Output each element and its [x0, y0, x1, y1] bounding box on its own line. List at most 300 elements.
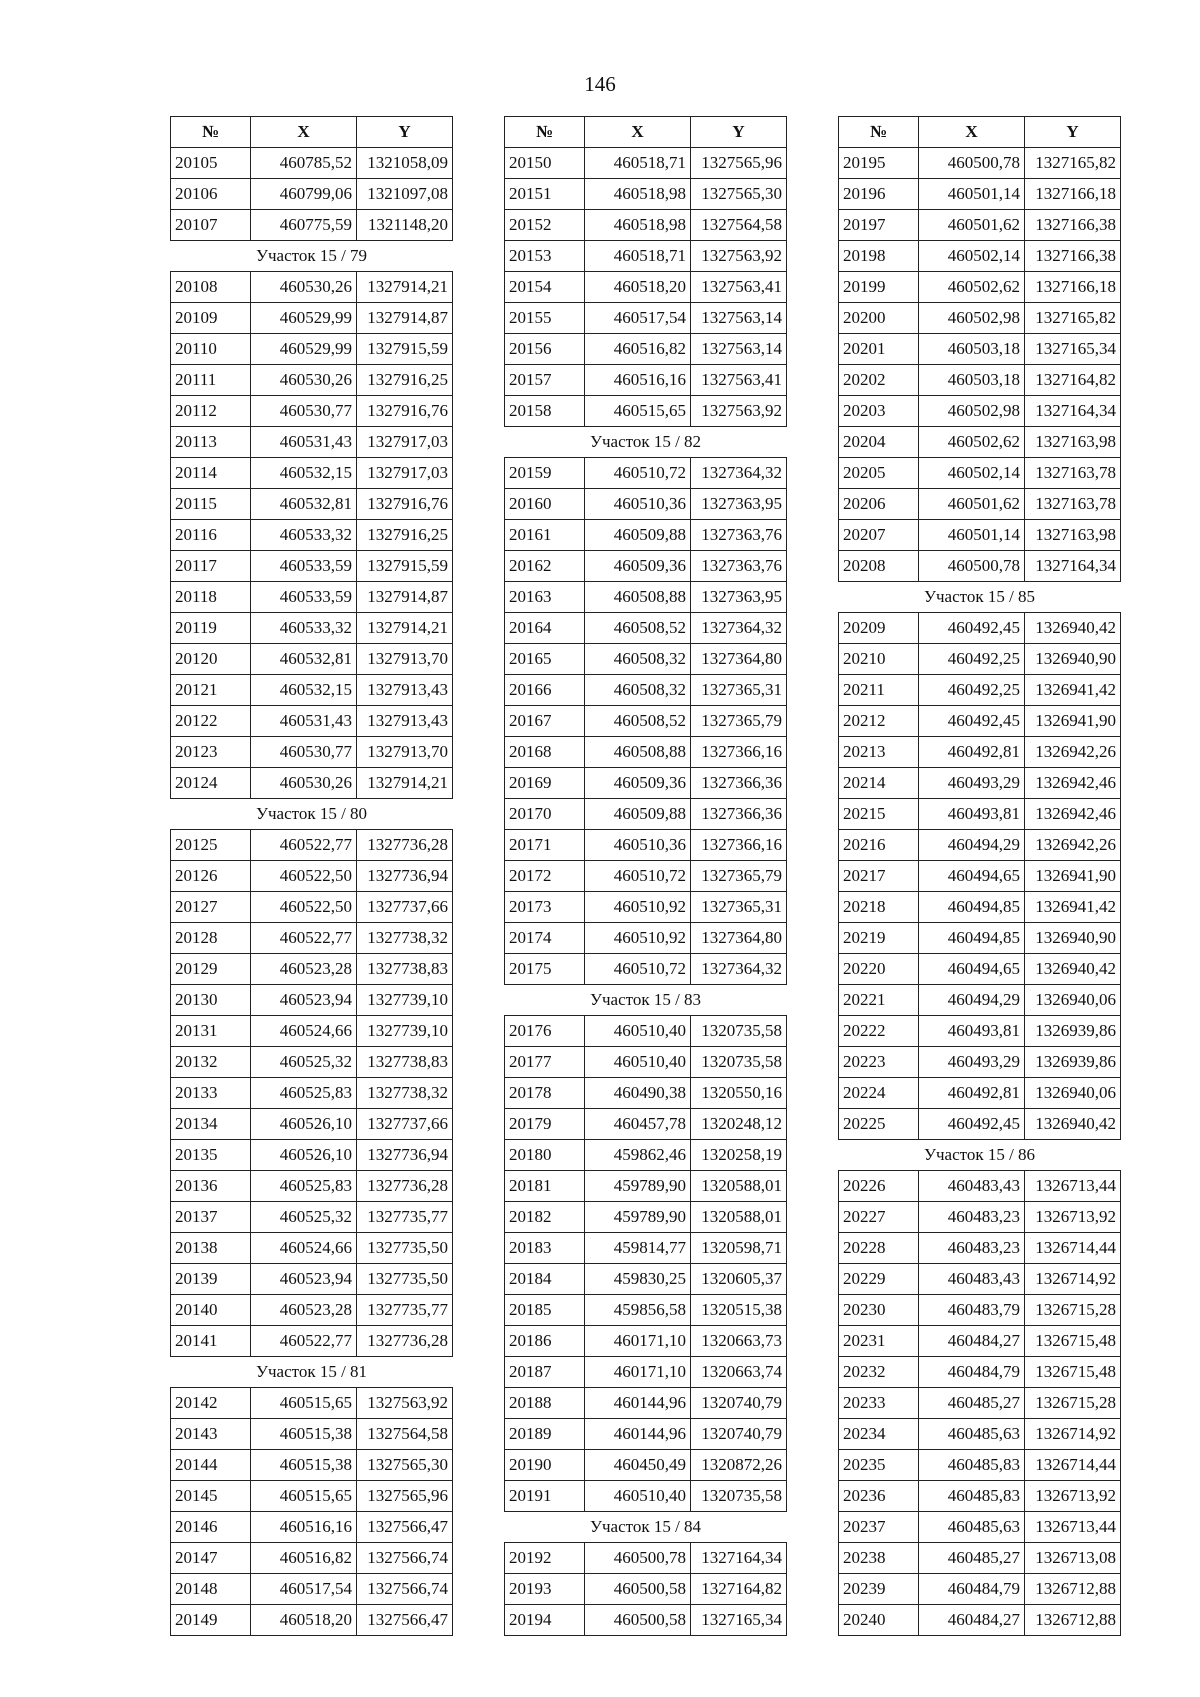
point-number-cell: 20132 [171, 1047, 251, 1078]
table-row [171, 582, 453, 613]
y-coordinate-cell: 1326940,42 [1025, 954, 1121, 985]
point-number-cell: 20114 [171, 458, 251, 489]
x-coordinate-cell: 460522,77 [251, 923, 357, 954]
y-coordinate-cell: 1327736,28 [357, 1171, 453, 1202]
x-coordinate-cell: 460517,54 [585, 303, 691, 334]
x-coordinate-cell: 460525,83 [251, 1171, 357, 1202]
y-coordinate-cell: 1320588,01 [691, 1202, 787, 1233]
point-number-cell: 20150 [505, 148, 585, 179]
table-row [839, 1016, 1121, 1047]
point-number-cell: 20240 [839, 1605, 919, 1636]
x-coordinate-cell: 460483,79 [919, 1295, 1025, 1326]
x-coordinate-cell: 460529,99 [251, 334, 357, 365]
x-coordinate-cell: 460485,63 [919, 1419, 1025, 1450]
x-coordinate-cell: 460525,32 [251, 1047, 357, 1078]
y-coordinate-cell: 1326940,06 [1025, 985, 1121, 1016]
point-number-cell: 20183 [505, 1233, 585, 1264]
x-coordinate-cell: 460484,79 [919, 1357, 1025, 1388]
x-coordinate-cell: 459814,77 [585, 1233, 691, 1264]
y-coordinate-cell: 1327566,47 [357, 1512, 453, 1543]
table-row [839, 520, 1121, 551]
point-number-cell: 20148 [171, 1574, 251, 1605]
point-number-cell: 20207 [839, 520, 919, 551]
x-coordinate-cell: 460516,82 [251, 1543, 357, 1574]
point-number-cell: 20179 [505, 1109, 585, 1140]
section-title: Участок 15 / 83 [505, 985, 787, 1016]
point-number-cell: 20142 [171, 1388, 251, 1419]
table-row [505, 1233, 787, 1264]
y-coordinate-cell: 1327166,18 [1025, 272, 1121, 303]
point-number-cell: 20181 [505, 1171, 585, 1202]
y-coordinate-cell: 1327735,50 [357, 1264, 453, 1295]
point-number-cell: 20194 [505, 1605, 585, 1636]
table-row [171, 1078, 453, 1109]
y-coordinate-cell: 1320735,58 [691, 1481, 787, 1512]
table-row [505, 923, 787, 954]
table-row [505, 1078, 787, 1109]
x-coordinate-cell: 460533,32 [251, 613, 357, 644]
x-coordinate-cell: 460518,98 [585, 179, 691, 210]
table-row [505, 334, 787, 365]
y-coordinate-cell: 1327913,70 [357, 644, 453, 675]
point-number-cell: 20214 [839, 768, 919, 799]
table-row [505, 613, 787, 644]
point-number-cell: 20191 [505, 1481, 585, 1512]
point-number-cell: 20210 [839, 644, 919, 675]
x-coordinate-cell: 460508,52 [585, 706, 691, 737]
table-row [171, 985, 453, 1016]
point-number-cell: 20141 [171, 1326, 251, 1357]
point-number-cell: 20134 [171, 1109, 251, 1140]
x-coordinate-cell: 460492,25 [919, 644, 1025, 675]
y-coordinate-cell: 1320515,38 [691, 1295, 787, 1326]
point-number-cell: 20235 [839, 1450, 919, 1481]
point-number-cell: 20140 [171, 1295, 251, 1326]
y-coordinate-cell: 1320872,26 [691, 1450, 787, 1481]
table-row [171, 303, 453, 334]
header-number: № [839, 117, 919, 148]
x-coordinate-cell: 460483,43 [919, 1171, 1025, 1202]
x-coordinate-cell: 460515,65 [585, 396, 691, 427]
table-row [171, 1543, 453, 1574]
y-coordinate-cell: 1326714,92 [1025, 1419, 1121, 1450]
y-coordinate-cell: 1326940,06 [1025, 1078, 1121, 1109]
table-row [171, 1264, 453, 1295]
table-row [839, 148, 1121, 179]
header-y: Y [357, 117, 453, 148]
section-title: Участок 15 / 80 [171, 799, 453, 830]
header-number: № [505, 117, 585, 148]
point-number-cell: 20147 [171, 1543, 251, 1574]
y-coordinate-cell: 1327364,80 [691, 644, 787, 675]
table-row [505, 1264, 787, 1295]
point-number-cell: 20160 [505, 489, 585, 520]
table-row [839, 1171, 1121, 1202]
point-number-cell: 20227 [839, 1202, 919, 1233]
point-number-cell: 20167 [505, 706, 585, 737]
x-coordinate-cell: 460492,25 [919, 675, 1025, 706]
y-coordinate-cell: 1327914,87 [357, 303, 453, 334]
x-coordinate-cell: 460492,45 [919, 1109, 1025, 1140]
y-coordinate-cell: 1327564,58 [357, 1419, 453, 1450]
y-coordinate-cell: 1320598,71 [691, 1233, 787, 1264]
header-x: X [585, 117, 691, 148]
table-row [171, 830, 453, 861]
table-row [839, 458, 1121, 489]
y-coordinate-cell: 1327163,98 [1025, 520, 1121, 551]
table-row [839, 1295, 1121, 1326]
y-coordinate-cell: 1327917,03 [357, 427, 453, 458]
y-coordinate-cell: 1327737,66 [357, 892, 453, 923]
point-number-cell: 20122 [171, 706, 251, 737]
y-coordinate-cell: 1327563,14 [691, 334, 787, 365]
x-coordinate-cell: 460522,77 [251, 1326, 357, 1357]
y-coordinate-cell: 1326942,46 [1025, 799, 1121, 830]
y-coordinate-cell: 1321148,20 [357, 210, 453, 241]
x-coordinate-cell: 460516,82 [585, 334, 691, 365]
section-title: Участок 15 / 81 [171, 1357, 453, 1388]
x-coordinate-cell: 460509,88 [585, 799, 691, 830]
table-row [839, 1419, 1121, 1450]
y-coordinate-cell: 1326714,44 [1025, 1233, 1121, 1264]
x-coordinate-cell: 460518,20 [251, 1605, 357, 1636]
table-row [839, 1543, 1121, 1574]
table-row [839, 1512, 1121, 1543]
y-coordinate-cell: 1327735,77 [357, 1295, 453, 1326]
point-number-cell: 20105 [171, 148, 251, 179]
table-row [839, 334, 1121, 365]
x-coordinate-cell: 460501,14 [919, 179, 1025, 210]
y-coordinate-cell: 1327363,95 [691, 489, 787, 520]
x-coordinate-cell: 460493,29 [919, 768, 1025, 799]
y-coordinate-cell: 1326939,86 [1025, 1047, 1121, 1078]
table-row [839, 706, 1121, 737]
table-row [839, 210, 1121, 241]
x-coordinate-cell: 460523,28 [251, 1295, 357, 1326]
x-coordinate-cell: 460483,23 [919, 1202, 1025, 1233]
section-row [171, 241, 453, 272]
table-row [839, 1233, 1121, 1264]
table-row [171, 892, 453, 923]
section-row [505, 1512, 787, 1543]
point-number-cell: 20209 [839, 613, 919, 644]
table-row [839, 551, 1121, 582]
point-number-cell: 20200 [839, 303, 919, 334]
x-coordinate-cell: 460509,88 [585, 520, 691, 551]
x-coordinate-cell: 460526,10 [251, 1109, 357, 1140]
coordinates-table-column-3 [838, 116, 1121, 1636]
x-coordinate-cell: 460500,78 [919, 148, 1025, 179]
table-row [505, 396, 787, 427]
table-row [171, 1295, 453, 1326]
table-row [171, 365, 453, 396]
table-row [505, 179, 787, 210]
point-number-cell: 20152 [505, 210, 585, 241]
table-row [505, 520, 787, 551]
x-coordinate-cell: 460533,32 [251, 520, 357, 551]
x-coordinate-cell: 460515,38 [251, 1450, 357, 1481]
point-number-cell: 20198 [839, 241, 919, 272]
point-number-cell: 20130 [171, 985, 251, 1016]
x-coordinate-cell: 460144,96 [585, 1388, 691, 1419]
table-row [505, 1605, 787, 1636]
table-row [505, 1326, 787, 1357]
table-row [839, 365, 1121, 396]
point-number-cell: 20237 [839, 1512, 919, 1543]
point-number-cell: 20149 [171, 1605, 251, 1636]
point-number-cell: 20218 [839, 892, 919, 923]
point-number-cell: 20117 [171, 551, 251, 582]
table-row [171, 148, 453, 179]
point-number-cell: 20190 [505, 1450, 585, 1481]
y-coordinate-cell: 1326941,90 [1025, 861, 1121, 892]
x-coordinate-cell: 460510,40 [585, 1481, 691, 1512]
point-number-cell: 20170 [505, 799, 585, 830]
y-coordinate-cell: 1320258,19 [691, 1140, 787, 1171]
point-number-cell: 20217 [839, 861, 919, 892]
table-row [505, 954, 787, 985]
x-coordinate-cell: 460518,71 [585, 148, 691, 179]
x-coordinate-cell: 460515,65 [251, 1388, 357, 1419]
table-row [839, 830, 1121, 861]
y-coordinate-cell: 1326714,92 [1025, 1264, 1121, 1295]
table-row [171, 675, 453, 706]
y-coordinate-cell: 1326712,88 [1025, 1574, 1121, 1605]
x-coordinate-cell: 460502,14 [919, 241, 1025, 272]
table-row [171, 1016, 453, 1047]
y-coordinate-cell: 1326715,48 [1025, 1357, 1121, 1388]
x-coordinate-cell: 459789,90 [585, 1171, 691, 1202]
table-header-row [505, 117, 787, 148]
y-coordinate-cell: 1320740,79 [691, 1388, 787, 1419]
point-number-cell: 20226 [839, 1171, 919, 1202]
y-coordinate-cell: 1327565,96 [357, 1481, 453, 1512]
point-number-cell: 20113 [171, 427, 251, 458]
x-coordinate-cell: 460530,26 [251, 272, 357, 303]
x-coordinate-cell: 460518,71 [585, 241, 691, 272]
table-row [839, 179, 1121, 210]
y-coordinate-cell: 1327363,76 [691, 520, 787, 551]
point-number-cell: 20171 [505, 830, 585, 861]
point-number-cell: 20111 [171, 365, 251, 396]
table-row [839, 954, 1121, 985]
y-coordinate-cell: 1326715,48 [1025, 1326, 1121, 1357]
y-coordinate-cell: 1321097,08 [357, 179, 453, 210]
table-row [839, 1078, 1121, 1109]
x-coordinate-cell: 460500,58 [585, 1605, 691, 1636]
x-coordinate-cell: 460502,62 [919, 272, 1025, 303]
y-coordinate-cell: 1327736,94 [357, 1140, 453, 1171]
table-row [839, 1202, 1121, 1233]
x-coordinate-cell: 460500,78 [919, 551, 1025, 582]
point-number-cell: 20231 [839, 1326, 919, 1357]
point-number-cell: 20131 [171, 1016, 251, 1047]
point-number-cell: 20108 [171, 272, 251, 303]
x-coordinate-cell: 460492,45 [919, 613, 1025, 644]
x-coordinate-cell: 460524,66 [251, 1233, 357, 1264]
table-row [505, 675, 787, 706]
y-coordinate-cell: 1327365,31 [691, 675, 787, 706]
table-row [505, 489, 787, 520]
y-coordinate-cell: 1327366,36 [691, 799, 787, 830]
x-coordinate-cell: 460517,54 [251, 1574, 357, 1605]
point-number-cell: 20146 [171, 1512, 251, 1543]
point-number-cell: 20208 [839, 551, 919, 582]
table-row [171, 520, 453, 551]
x-coordinate-cell: 460532,81 [251, 489, 357, 520]
point-number-cell: 20144 [171, 1450, 251, 1481]
point-number-cell: 20161 [505, 520, 585, 551]
point-number-cell: 20205 [839, 458, 919, 489]
table-row [839, 892, 1121, 923]
x-coordinate-cell: 460532,15 [251, 675, 357, 706]
table-row [839, 1388, 1121, 1419]
table-row [505, 1171, 787, 1202]
point-number-cell: 20230 [839, 1295, 919, 1326]
table-row [505, 1419, 787, 1450]
y-coordinate-cell: 1327164,82 [1025, 365, 1121, 396]
table-row [839, 799, 1121, 830]
table-row [505, 241, 787, 272]
table-row [839, 272, 1121, 303]
x-coordinate-cell: 460530,77 [251, 737, 357, 768]
point-number-cell: 20225 [839, 1109, 919, 1140]
table-row [839, 241, 1121, 272]
y-coordinate-cell: 1326715,28 [1025, 1388, 1121, 1419]
x-coordinate-cell: 460531,43 [251, 427, 357, 458]
x-coordinate-cell: 460485,83 [919, 1481, 1025, 1512]
point-number-cell: 20156 [505, 334, 585, 365]
x-coordinate-cell: 460502,14 [919, 458, 1025, 489]
coordinates-table-column-1 [170, 116, 453, 1636]
y-coordinate-cell: 1327364,32 [691, 458, 787, 489]
y-coordinate-cell: 1326713,08 [1025, 1543, 1121, 1574]
x-coordinate-cell: 460509,36 [585, 768, 691, 799]
point-number-cell: 20203 [839, 396, 919, 427]
x-coordinate-cell: 459830,25 [585, 1264, 691, 1295]
section-title: Участок 15 / 84 [505, 1512, 787, 1543]
table-row [505, 303, 787, 334]
x-coordinate-cell: 460493,81 [919, 799, 1025, 830]
table-row [171, 551, 453, 582]
table-header-row [171, 117, 453, 148]
y-coordinate-cell: 1320740,79 [691, 1419, 787, 1450]
point-number-cell: 20234 [839, 1419, 919, 1450]
y-coordinate-cell: 1327365,31 [691, 892, 787, 923]
point-number-cell: 20129 [171, 954, 251, 985]
x-coordinate-cell: 460503,18 [919, 365, 1025, 396]
point-number-cell: 20116 [171, 520, 251, 551]
point-number-cell: 20133 [171, 1078, 251, 1109]
table-row [171, 179, 453, 210]
x-coordinate-cell: 460510,92 [585, 923, 691, 954]
x-coordinate-cell: 460523,28 [251, 954, 357, 985]
y-coordinate-cell: 1327163,98 [1025, 427, 1121, 458]
x-coordinate-cell: 460484,79 [919, 1574, 1025, 1605]
section-title: Участок 15 / 85 [839, 582, 1121, 613]
page-number: 146 [584, 72, 616, 96]
y-coordinate-cell: 1327736,28 [357, 1326, 453, 1357]
table-row [171, 458, 453, 489]
table-row [505, 1388, 787, 1419]
y-coordinate-cell: 1327166,18 [1025, 179, 1121, 210]
table-row [505, 1047, 787, 1078]
point-number-cell: 20238 [839, 1543, 919, 1574]
table-row [839, 1326, 1121, 1357]
x-coordinate-cell: 460523,94 [251, 1264, 357, 1295]
y-coordinate-cell: 1327565,30 [691, 179, 787, 210]
table-row [505, 1109, 787, 1140]
table-row [171, 1109, 453, 1140]
point-number-cell: 20186 [505, 1326, 585, 1357]
point-number-cell: 20206 [839, 489, 919, 520]
point-number-cell: 20189 [505, 1419, 585, 1450]
y-coordinate-cell: 1327566,47 [357, 1605, 453, 1636]
x-coordinate-cell: 460530,26 [251, 365, 357, 396]
y-coordinate-cell: 1327738,83 [357, 1047, 453, 1078]
x-coordinate-cell: 460508,32 [585, 644, 691, 675]
y-coordinate-cell: 1326941,42 [1025, 892, 1121, 923]
point-number-cell: 20145 [171, 1481, 251, 1512]
table-row [505, 768, 787, 799]
x-coordinate-cell: 460144,96 [585, 1419, 691, 1450]
y-coordinate-cell: 1327365,79 [691, 861, 787, 892]
x-coordinate-cell: 460515,65 [251, 1481, 357, 1512]
table-row [839, 303, 1121, 334]
point-number-cell: 20178 [505, 1078, 585, 1109]
x-coordinate-cell: 460485,27 [919, 1388, 1025, 1419]
table-row [505, 706, 787, 737]
x-coordinate-cell: 460508,88 [585, 582, 691, 613]
x-coordinate-cell: 460510,72 [585, 954, 691, 985]
coordinates-table-column-2 [504, 116, 787, 1636]
x-coordinate-cell: 460492,45 [919, 706, 1025, 737]
point-number-cell: 20120 [171, 644, 251, 675]
point-number-cell: 20199 [839, 272, 919, 303]
y-coordinate-cell: 1320735,58 [691, 1047, 787, 1078]
table-row [171, 427, 453, 458]
y-coordinate-cell: 1327913,43 [357, 706, 453, 737]
x-coordinate-cell: 460532,81 [251, 644, 357, 675]
x-coordinate-cell: 460525,32 [251, 1202, 357, 1233]
x-coordinate-cell: 460533,59 [251, 551, 357, 582]
x-coordinate-cell: 460494,29 [919, 985, 1025, 1016]
point-number-cell: 20127 [171, 892, 251, 923]
y-coordinate-cell: 1321058,09 [357, 148, 453, 179]
x-coordinate-cell: 460492,81 [919, 1078, 1025, 1109]
x-coordinate-cell: 460518,98 [585, 210, 691, 241]
y-coordinate-cell: 1327915,59 [357, 334, 453, 365]
section-row [839, 582, 1121, 613]
table-row [839, 1605, 1121, 1636]
section-row [505, 985, 787, 1016]
table-row [171, 1233, 453, 1264]
point-number-cell: 20153 [505, 241, 585, 272]
point-number-cell: 20202 [839, 365, 919, 396]
x-coordinate-cell: 460500,78 [585, 1543, 691, 1574]
y-coordinate-cell: 1327566,74 [357, 1543, 453, 1574]
y-coordinate-cell: 1327563,14 [691, 303, 787, 334]
table-row [839, 427, 1121, 458]
x-coordinate-cell: 460502,98 [919, 396, 1025, 427]
point-number-cell: 20115 [171, 489, 251, 520]
table-row [839, 644, 1121, 675]
table-row [171, 1605, 453, 1636]
point-number-cell: 20180 [505, 1140, 585, 1171]
point-number-cell: 20224 [839, 1078, 919, 1109]
point-number-cell: 20222 [839, 1016, 919, 1047]
y-coordinate-cell: 1327913,70 [357, 737, 453, 768]
